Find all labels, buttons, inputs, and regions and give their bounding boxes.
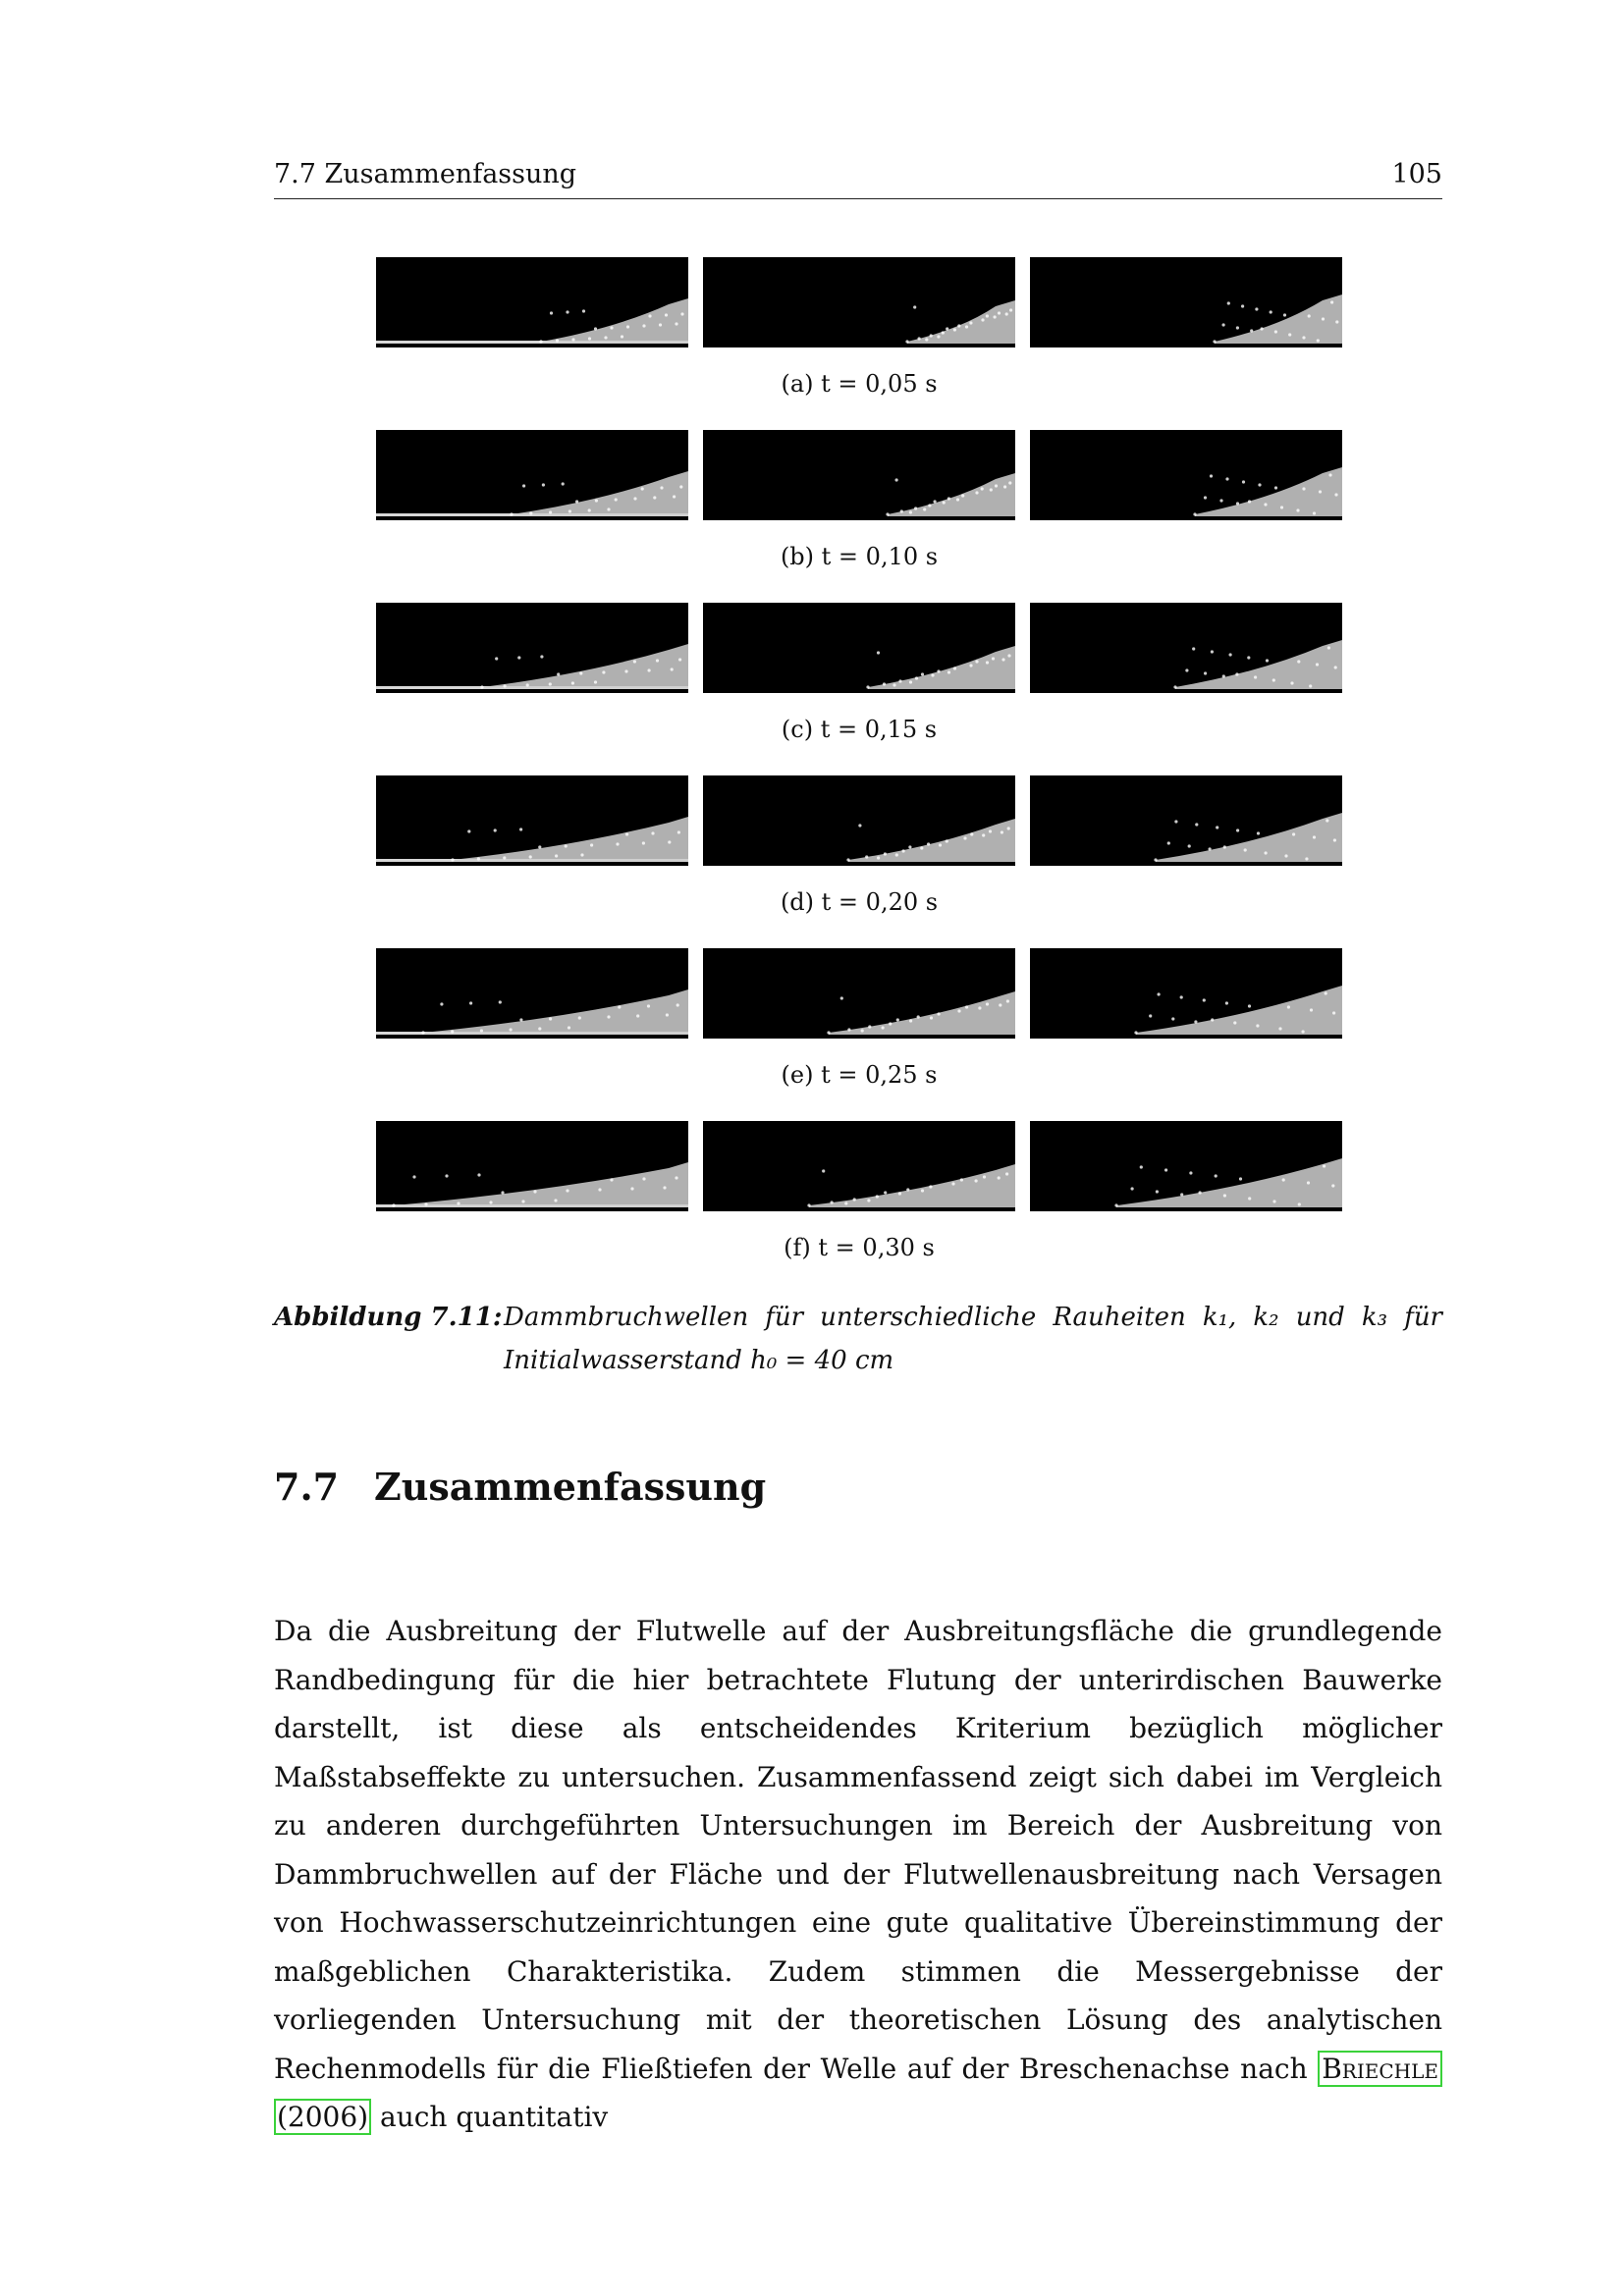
flow-frame-graphic [703, 430, 1015, 520]
flow-frame-graphic [376, 430, 688, 520]
flow-frame-graphic [376, 603, 688, 693]
figure-row [376, 430, 1342, 520]
flow-frame-k1 [376, 1121, 688, 1211]
flow-frame-graphic [376, 948, 688, 1039]
section-title: Zusammenfassung [374, 1465, 767, 1509]
flow-frame-k3 [1030, 430, 1342, 520]
flow-frame-k2 [703, 948, 1015, 1039]
flow-frame-k3 [1030, 948, 1342, 1039]
figure-row [376, 948, 1342, 1039]
flow-frame-graphic [703, 257, 1015, 347]
caption-text: Dammbruchwellen für unterschiedliche Rauheiten k₁, k₂ und k₃ für Initialwasserstand h₀ = 40 cm [504, 1303, 1442, 1375]
subfigure-caption: (d) t = 0,20 s [780, 888, 939, 916]
figure-row [376, 775, 1342, 866]
figure-row [376, 1121, 1342, 1211]
flow-frame-k3 [1030, 257, 1342, 347]
flow-frame-graphic [376, 1121, 688, 1211]
caption-label: Abbildung 7.11: [274, 1303, 503, 1332]
body-paragraph [274, 1607, 1442, 2142]
flow-frame-graphic [376, 775, 688, 866]
section-number: 7.7 [274, 1465, 340, 1509]
figure-row [376, 603, 1342, 693]
flow-frame-graphic [1030, 775, 1342, 866]
flow-frame-graphic [1030, 603, 1342, 693]
flow-frame-graphic [1030, 948, 1342, 1039]
running-head [274, 157, 1442, 199]
flow-frame-graphic [703, 603, 1015, 693]
flow-frame-k1 [376, 257, 688, 347]
flow-frame-k1 [376, 948, 688, 1039]
flow-frame-k1 [376, 775, 688, 866]
figure-caption [274, 1296, 1442, 1382]
flow-frame-k2 [703, 430, 1015, 520]
figure-row [376, 257, 1342, 347]
flow-frame-graphic [1030, 430, 1342, 520]
flow-frame-k3 [1030, 603, 1342, 693]
section-heading [274, 1465, 766, 1509]
subfigure-caption: (e) t = 0,25 s [781, 1061, 938, 1089]
flow-frame-graphic [703, 775, 1015, 866]
flow-frame-graphic [703, 948, 1015, 1039]
flow-frame-k1 [376, 430, 688, 520]
flow-frame-graphic [1030, 1121, 1342, 1211]
subfigure-caption: (f) t = 0,30 s [784, 1234, 935, 1261]
flow-frame-k1 [376, 603, 688, 693]
running-head-section: 7.7 Zusammenfassung [274, 159, 577, 189]
flow-frame-graphic [703, 1121, 1015, 1211]
flow-frame-graphic [376, 257, 688, 347]
paragraph-text-end: auch quantitativ [380, 2101, 609, 2133]
citation-author-link[interactable]: Briechle [1318, 2051, 1442, 2087]
subfigure-caption: (b) t = 0,10 s [780, 543, 939, 570]
flow-frame-k2 [703, 603, 1015, 693]
flow-frame-k2 [703, 257, 1015, 347]
figure-dam-break [376, 257, 1342, 1294]
flow-frame-k3 [1030, 775, 1342, 866]
flow-frame-graphic [1030, 257, 1342, 347]
subfigure-caption: (c) t = 0,15 s [781, 716, 938, 743]
flow-frame-k2 [703, 1121, 1015, 1211]
subfigure-caption: (a) t = 0,05 s [781, 370, 938, 398]
flow-frame-k3 [1030, 1121, 1342, 1211]
citation-year-link[interactable]: (2006) [274, 2099, 371, 2135]
paragraph-text: Da die Ausbreitung der Flutwelle auf der Ausbreitungsfläche die grundlegende Randbedingung für die hier betrachtete Flutung der unterirdischen Bauwerke darstellt, ist diese als entscheidendes Kriterium bezüglich möglicher Maßstabseffekte zu untersuchen. Zusammenfassend zeigt sich dabei im Vergleich zu anderen durchgeführten Untersuchungen im Bereich der Ausbreitung von Dammbruchwellen auf der Fläche und der Flutwellenausbreitung nach Versagen von Hochwasserschutzeinrichtungen eine gute qualitative Übereinstimmung der maßgeblichen Charakteristika. Zudem stimmen die Messergebnisse der vorliegenden Untersuchung mit der theoretischen Lösung des analytischen Rechenmodells für die Fließtiefen der Welle auf der Breschenachse nach [274, 1615, 1442, 2085]
page-number: 105 [1391, 159, 1442, 189]
flow-frame-k2 [703, 775, 1015, 866]
